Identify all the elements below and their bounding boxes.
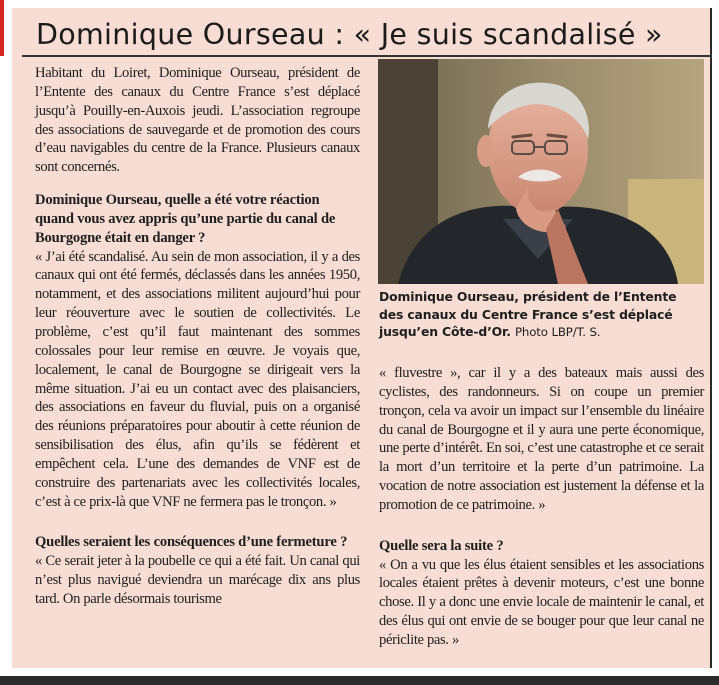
question-2: Quelles seraient les conséquences d’une fermeture ? [35, 534, 348, 551]
answer-3: « On a vu que les élus étaient sensibles et les associations locales étaient prêtes à devenir moteurs, c’est une bonne chose. Il y a donc une envie locale de maintenir le canal, et des élus qui ont envie de se bouger pour que leur canal ne périclite pas. » [379, 556, 704, 648]
answer-2-part-2: « fluvestre », car il y a des bateaux mais aussi des cyclistes, des randonneurs. Si on coupe un premier tronçon, cela va avoir un impact sur l’ensemble du linéaire du canal de Bourgogne et il y aura une perte économique, une perte d’intérêt. En soi, c’est une catastrophe et ce serait la mort d’un territoire et la perte d’un patrimoine. La vocation de notre association est justement la défense et la promotion de ce patrimoine. » [379, 365, 704, 513]
question-1: Dominique Ourseau, quelle a été votre réaction quand vous avez appris qu’une partie du canal de Bourgogne était en danger ? [35, 192, 336, 246]
title-rule [22, 55, 712, 57]
article-column-left [35, 64, 360, 609]
answer-2-part-1: « Ce serait jeter à la poubelle ce qui a été fait. Un canal qui n’est plus navigué deviendra un marécage dix ans plus tard. On parle désormais tourisme [35, 553, 360, 607]
caption-text: Dominique Ourseau, président de l’Entente des canaux du Centre France s’est déplacé jusqu’en Côte-d’Or. [379, 289, 677, 339]
article-title: Dominique Ourseau : « Je suis scandalisé » [36, 18, 663, 51]
article-intro: Habitant du Loiret, Dominique Ourseau, président de l’Entente des canaux du Centre France s’est déplacé jusqu’à Pouilly-en-Auxois jeudi. L’association regroupe des associations de sauvegarde et de promotion des cours d’eau navigables du centre de la France. Plusieurs canaux sont concernés. [35, 65, 360, 176]
article-column-right [379, 364, 704, 650]
question-3: Quelle sera la suite ? [379, 537, 504, 554]
photo-credit: Photo LBP/T. S. [514, 325, 601, 339]
photo-caption [379, 288, 704, 342]
portrait-photo [378, 59, 704, 284]
bottom-rule [0, 676, 719, 685]
red-edge-accent [0, 0, 4, 56]
answer-1: « J’ai été scandalisé. Au sein de mon association, il y a des canaux qui ont été fermés, déclassés dans les années 1950, notamment, et des associations militent aujourd’hui pour leur réouverture avec le soutien de collectivités. Le problème, c’est qu’il faut maintenant des sommes colossales pour leur remise en œuvre. Je voyais que, localement, le canal de Bourgogne se dirigeait vers la même situation. J’ai eu un contact avec des plaisanciers, des associations en faveur du fluvial, puis on a organisé des réunions préparatoires pour aboutir à cette réunion de sensibilisation des élus, afin qu’ils se fédèrent et empêchent cela. L’une des demandes de VNF est de construire des partenariats avec les collectivités locales, c’est à ce prix-là que VNF ne fermera pas le tronçon. » [35, 248, 360, 510]
